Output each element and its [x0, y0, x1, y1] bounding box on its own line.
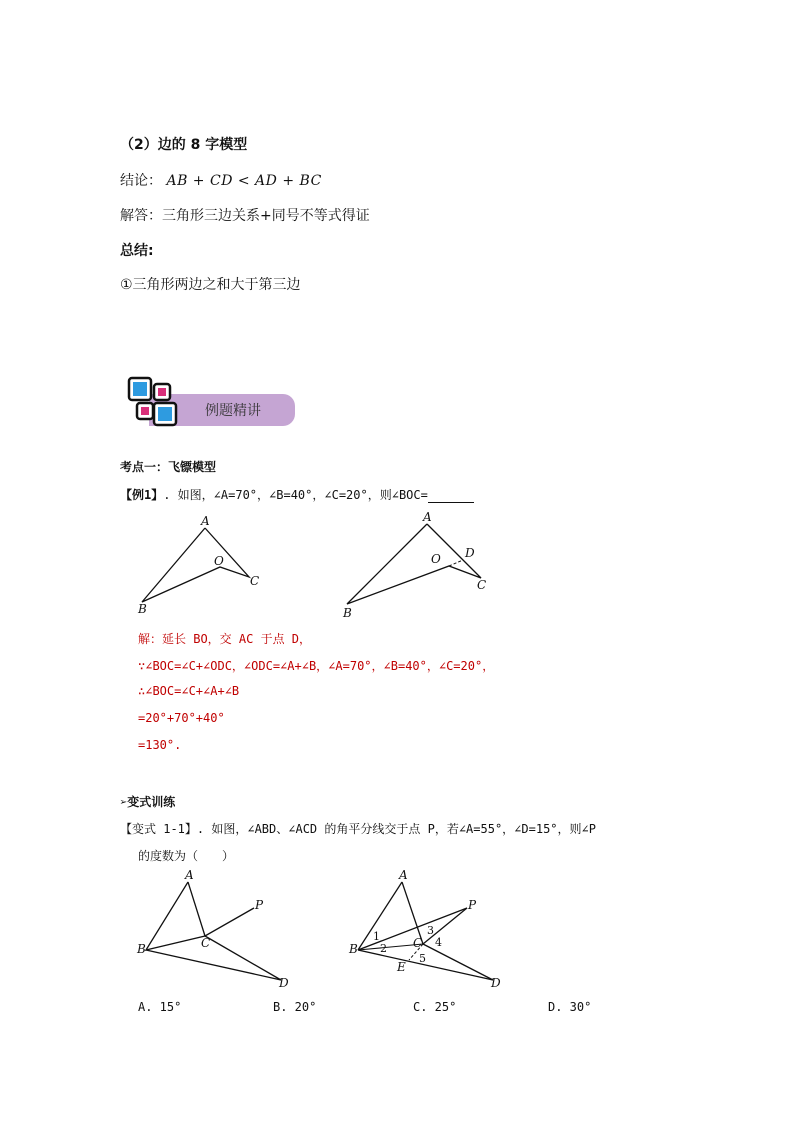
fig3-label-d: D — [279, 976, 289, 990]
fig4-angle-4: 4 — [435, 936, 442, 949]
kaodian-title: 考点一：飞镖模型 — [120, 460, 217, 474]
variant-heading: ➢变式训练 — [120, 795, 176, 809]
fig1-label-c: C — [250, 574, 260, 588]
fig4-angle-2: 2 — [380, 942, 387, 955]
option-c[interactable]: C. 25° — [413, 1000, 457, 1014]
fig3-label-a: A — [185, 868, 194, 882]
fig2-label-a: A — [423, 510, 432, 524]
solution-line-5: =130°. — [138, 738, 182, 752]
variant-question-2: 的度数为（ ） — [138, 849, 235, 863]
summary-item: ①三角形两边之和大于第三边 — [120, 277, 301, 293]
fig4-label-d: D — [491, 976, 501, 990]
fig2-label-b: B — [343, 606, 352, 620]
figure-bisector-1 — [133, 868, 303, 993]
example1-prefix: 【例1】 — [120, 488, 164, 502]
fig3-label-b: B — [137, 942, 146, 956]
fig4-label-p: P — [468, 898, 477, 912]
summary-label: 总结: — [120, 243, 154, 259]
fig1-label-a: A — [201, 514, 210, 528]
solution-line-4: =20°+70°+40° — [138, 711, 225, 725]
conclusion-formula: AB + CD < AD + BC — [166, 173, 322, 189]
solution-line-3: ∴∠BOC=∠C+∠A+∠B — [138, 684, 240, 698]
option-b[interactable]: B. 20° — [273, 1000, 317, 1014]
fig4-label-c: C — [413, 936, 423, 950]
solution-line-1: 解：延长 BO，交 AC 于点 D， — [138, 632, 312, 646]
answer-text: 三角形三边关系+同号不等式得证 — [162, 208, 370, 224]
fig3-label-c: C — [201, 936, 211, 950]
banner-title: 例题精讲 — [205, 403, 261, 419]
fig3-label-p: P — [255, 898, 264, 912]
figure-dart-1 — [130, 512, 280, 622]
figure-dart-2 — [335, 508, 505, 623]
fig4-label-e: E — [397, 960, 406, 974]
solution-line-2: ∵∠BOC=∠C+∠ODC，∠ODC=∠A+∠B，∠A=70°，∠B=40°，∠C=20°， — [138, 659, 495, 673]
grid-icon — [127, 376, 183, 432]
fig4-angle-5: 5 — [419, 952, 426, 965]
fig2-label-o: O — [431, 552, 441, 566]
fig4-angle-3: 3 — [427, 924, 434, 937]
option-d[interactable]: D. 30° — [548, 1000, 592, 1014]
fig4-angle-1: 1 — [373, 930, 380, 943]
fig4-label-a: A — [399, 868, 408, 882]
conclusion-label: 结论： — [120, 173, 162, 189]
answer-label: 解答： — [120, 208, 162, 224]
fig1-label-b: B — [138, 602, 147, 616]
variant-prefix: 【变式 1-1】 — [120, 822, 197, 836]
conclusion-line — [120, 170, 322, 190]
fig4-label-b: B — [349, 942, 358, 956]
fig2-label-d: D — [465, 546, 475, 560]
variant-text: . 如图，∠ABD、∠ACD 的角平分线交于点 P，若∠A=55°，∠D=15°，则∠P — [196, 822, 596, 836]
variant-question — [120, 820, 596, 837]
fig2-label-c: C — [477, 578, 487, 592]
option-a[interactable]: A. 15° — [138, 1000, 182, 1014]
figure-bisector-2 — [345, 868, 515, 993]
answer-line — [120, 205, 370, 225]
section-heading: （2）边的 8 字模型 — [120, 137, 248, 153]
example1-question — [120, 486, 474, 503]
fig1-label-o: O — [214, 554, 224, 568]
example-banner — [127, 376, 297, 432]
example1-text: . 如图，∠A=70°，∠B=40°，∠C=20°，则∠BOC= — [163, 488, 428, 502]
answer-blank — [428, 490, 474, 503]
